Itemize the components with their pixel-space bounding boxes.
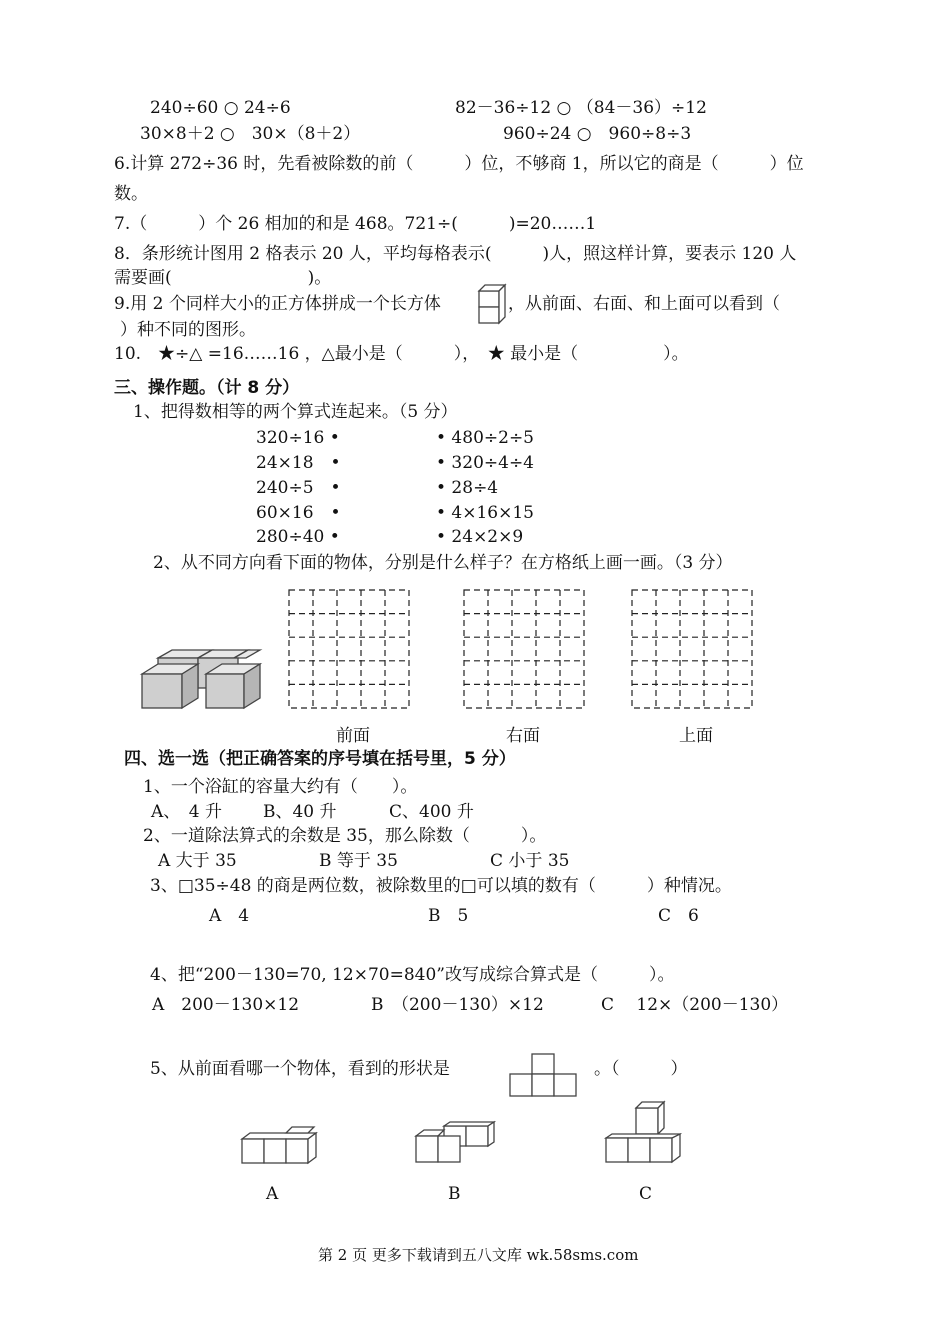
match-left: 240÷5 • <box>256 478 341 498</box>
s4-question-4: 4、把“200－130=70, 12×70=840”改写成综合算式是（ ）。 <box>150 965 675 985</box>
cuboid-figure <box>477 283 507 325</box>
option: A 200－130×12 <box>152 995 300 1015</box>
option: B 等于 35 <box>319 851 398 871</box>
figure-label: C <box>639 1184 653 1204</box>
option: A 4 <box>209 906 250 926</box>
question-10: 10. ★÷△ =16……16 ，△最小是（ ）， ★ 最小是（ ）。 <box>114 344 689 364</box>
grid-paper-right <box>464 590 586 710</box>
figure-label: A <box>266 1184 279 1204</box>
option: A、 4 升 <box>151 802 222 822</box>
match-left: 280÷40 • <box>256 527 340 547</box>
option: B （200－130）×12 <box>371 995 544 1015</box>
s3-question-1: 1、把得数相等的两个算式连起来。（5 分） <box>133 402 458 422</box>
grid-label-right: 右面 <box>506 726 540 746</box>
section-4-title: 四、选一选（把正确答案的序号填在括号里，5 分） <box>124 749 516 769</box>
match-right: • 4×16×15 <box>436 503 534 523</box>
option-figure-c <box>604 1100 686 1166</box>
option-figure-a <box>240 1125 322 1167</box>
question-7: 7.（ ）个 26 相加的和是 468。721÷( )=20……1 <box>114 214 597 234</box>
compare-item: 82－36÷12 ○ （84－36）÷12 <box>455 98 707 118</box>
match-left: 320÷16 • <box>256 428 340 448</box>
grid-label-top: 上面 <box>679 726 713 746</box>
option: A 大于 35 <box>158 851 237 871</box>
match-right: • 28÷4 <box>436 478 499 498</box>
match-right: • 24×2×9 <box>436 527 524 547</box>
option: C 小于 35 <box>490 851 570 871</box>
grid-label-front: 前面 <box>336 726 370 746</box>
question-9-tail: ，从前面、右面、和上面可以看到（ <box>508 294 780 314</box>
question-6-cont: 数。 <box>114 184 148 204</box>
match-left: 60×16 • <box>256 503 341 523</box>
question-8-cont: 需要画( )。 <box>114 268 332 288</box>
option: C 6 <box>658 906 699 926</box>
compare-item: 960÷24 ○ 960÷8÷3 <box>503 124 692 144</box>
option: B 5 <box>428 906 469 926</box>
grid-paper-top <box>632 590 754 710</box>
question-9: 9.用 2 个同样大小的正方体拼成一个长方体 <box>114 294 441 314</box>
compare-item: 30×8＋2 ○ 30×（8＋2） <box>140 124 361 144</box>
question-8: 8．条形统计图用 2 格表示 20 人，平均每格表示( )人，照这样计算，要表示 120 人 <box>114 244 797 264</box>
option-figure-b <box>414 1122 496 1166</box>
s4-question-1: 1、一个浴缸的容量大约有（ ）。 <box>143 777 418 797</box>
s4-question-5-tail: 。（ ） <box>594 1059 688 1079</box>
s4-question-3: 3、□35÷48 的商是两位数，被除数里的□可以填的数有（ ）种情况。 <box>150 876 732 896</box>
grid-paper-front <box>289 590 411 710</box>
option: C、400 升 <box>389 802 474 822</box>
front-view-shape <box>510 1052 580 1100</box>
match-right: • 480÷2÷5 <box>436 428 534 448</box>
question-9-cont: ）种不同的图形。 <box>120 320 256 340</box>
s4-question-2: 2、一道除法算式的余数是 35，那么除数（ ）。 <box>143 826 547 846</box>
block-object-figure <box>140 650 266 712</box>
compare-item: 240÷60 ○ 24÷6 <box>150 98 291 118</box>
section-3-title: 三、操作题。（计 8 分） <box>114 378 300 398</box>
s4-question-5: 5、从前面看哪一个物体，看到的形状是 <box>150 1059 450 1079</box>
page-footer: 第 2 页 更多下载请到五八文库 wk.58sms.com <box>318 1246 639 1264</box>
match-left: 24×18 • <box>256 453 341 473</box>
s3-question-2: 2、从不同方向看下面的物体，分别是什么样子？在方格纸上画一画。（3 分） <box>153 553 733 573</box>
option: B、40 升 <box>263 802 337 822</box>
figure-label: B <box>448 1184 461 1204</box>
option: C 12×（200－130） <box>601 995 789 1015</box>
question-6: 6.计算 272÷36 时，先看被除数的前（ ）位，不够商 1，所以它的商是（ ）位 <box>114 154 804 174</box>
match-right: • 320÷4÷4 <box>436 453 534 473</box>
